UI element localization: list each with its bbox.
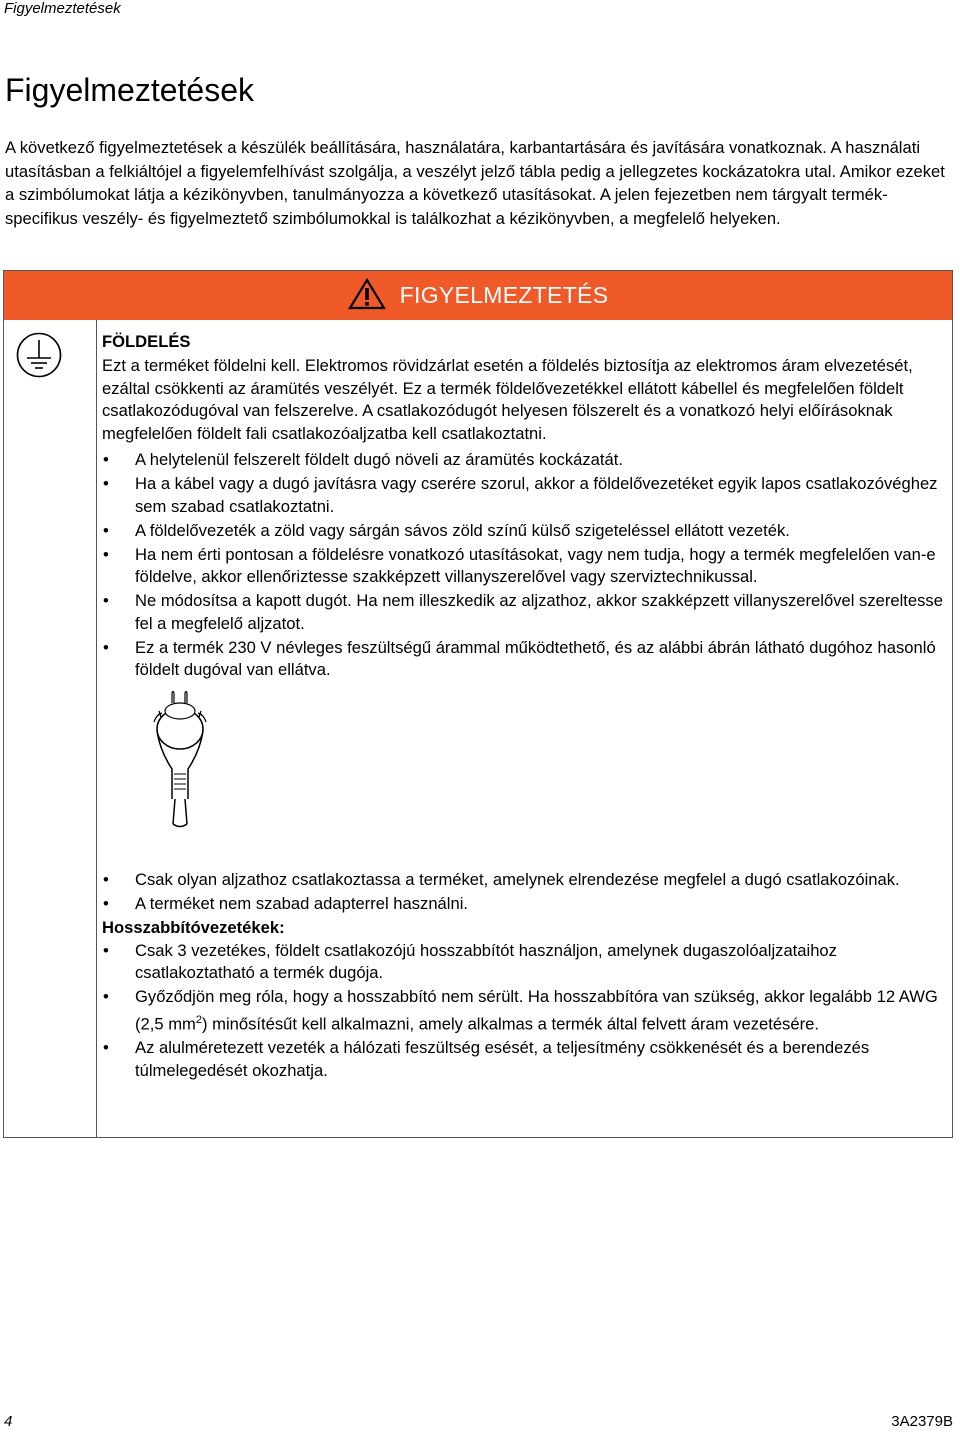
adapter-bullet-list (102, 869, 952, 916)
running-header: Figyelmeztetések (4, 0, 121, 17)
warning-divider (96, 320, 97, 1138)
list-item: • A helytelenül felszerelt földelt dugó növeli az áramütés kockázatát. (102, 449, 952, 472)
grounding-paragraph: Ezt a terméket földelni kell. Elektromos rövidzárlat esetén a földelés biztosítja az elektromos áram elvezetését, ezáltal csökkenti az áramütés veszélyét. Ez a termék földelővezetékkel ellátott kábellel és megfelelően földelt csatlakozódugóval van felszerelve. A csatlakozódugót helyesen fölszerelt és a vonatkozó helyi előírásoknak megfelelően földelt fali csatlakozóaljzatba kell csatlakoztatni. (102, 356, 913, 443)
list-item: • Csak olyan aljzathoz csatlakoztassa a terméket, amelynek elrendezése megfelel a dugó csatlakozóinak. (102, 869, 952, 892)
plug-icon (142, 689, 222, 839)
extension-bullet-list (102, 940, 952, 1083)
list-item (102, 986, 952, 1036)
extension-cords-title: Hosszabbítóvezetékek: (102, 918, 285, 937)
list-item: • A földelővezeték a zöld vagy sárgán sávos zöld színű külső szigeteléssel ellátott vezeték. (102, 520, 952, 543)
warning-title: FIGYELMEZTETÉS (399, 282, 609, 308)
warning-header (4, 271, 952, 320)
list-item: • A terméket nem szabad adapterrel használni. (102, 893, 952, 916)
list-item: • Csak 3 vezetékes, földelt csatlakozójú hosszabbítót használjon, amelynek dugaszolóaljzataihoz csatlakoztatható a termék dugója. (102, 940, 952, 985)
intro-paragraph: A következő figyelmeztetések a készülék beállítására, használatára, karbantartására és javítására vonatkoznak. A használati utasításban a felkiáltójel a figyelemfelhívást szolgálja, a veszélyt jelző tábla pedig a jellegzetes kockázatokra utal. Amikor ezeket a szimbólumokat látja a kézikönyvben, tanulmányozza a következő utasításokat. A jelen fejezetben nem tárgyalt termék-specifikus veszély- és figyelmeztető szimbólumokkal is találkozhat a kézikönyvben, a megfelelő helyeken. (5, 138, 945, 228)
warning-content (102, 329, 952, 1084)
ground-icon (15, 331, 63, 379)
text-segment: ) minősítésűt kell alkalmazni, amely alkalmas a termék által felvett áram vezetésére. (201, 1014, 819, 1034)
page-number: 4 (4, 1413, 13, 1430)
warning-triangle-icon (348, 278, 386, 310)
list-item: • Ha a kábel vagy a dugó javításra vagy cserére szorul, akkor a földelővezetéket egyik lapos csatlakozóvéghez sem szabad csatlakoztatni. (102, 473, 952, 518)
section-title-grounding: FÖLDELÉS (102, 332, 191, 351)
list-item: • Ha nem érti pontosan a földelésre vonatkozó utasításokat, vagy nem tudja, hogy a termék megfelelően van-e földelve, akkor ellenőriztesse szakképzett villanyszerelővel vagy szerviztechnikussal. (102, 544, 952, 589)
plug-figure (102, 683, 952, 869)
text-segment: Győződjön meg róla, hogy a hosszabbító nem sérült. Ha hosszabbítóra van szükség, akkor legalább 12 AWG (2,5 mm (135, 987, 938, 1034)
superscript: 2 (195, 1013, 202, 1026)
grounding-bullet-list (102, 449, 952, 682)
warning-box (3, 270, 953, 1138)
list-item: • Az alulméretezett vezeték a hálózati feszültség esését, a teljesítmény csökkenését és a berendezés túlmelegedését okozhatja. (102, 1037, 952, 1082)
document-code: 3A2379B (891, 1413, 953, 1430)
list-item: • Ne módosítsa a kapott dugót. Ha nem illeszkedik az aljzathoz, akkor szakképzett villanyszerelővel szereltesse fel a megfelelő aljzatot. (102, 590, 952, 635)
page-title: Figyelmeztetések (5, 72, 254, 108)
list-item: • Ez a termék 230 V névleges feszültségű árammal működtethető, és az alábbi ábrán látható dugóhoz hasonló földelt dugóval van ellátva. (102, 637, 952, 682)
